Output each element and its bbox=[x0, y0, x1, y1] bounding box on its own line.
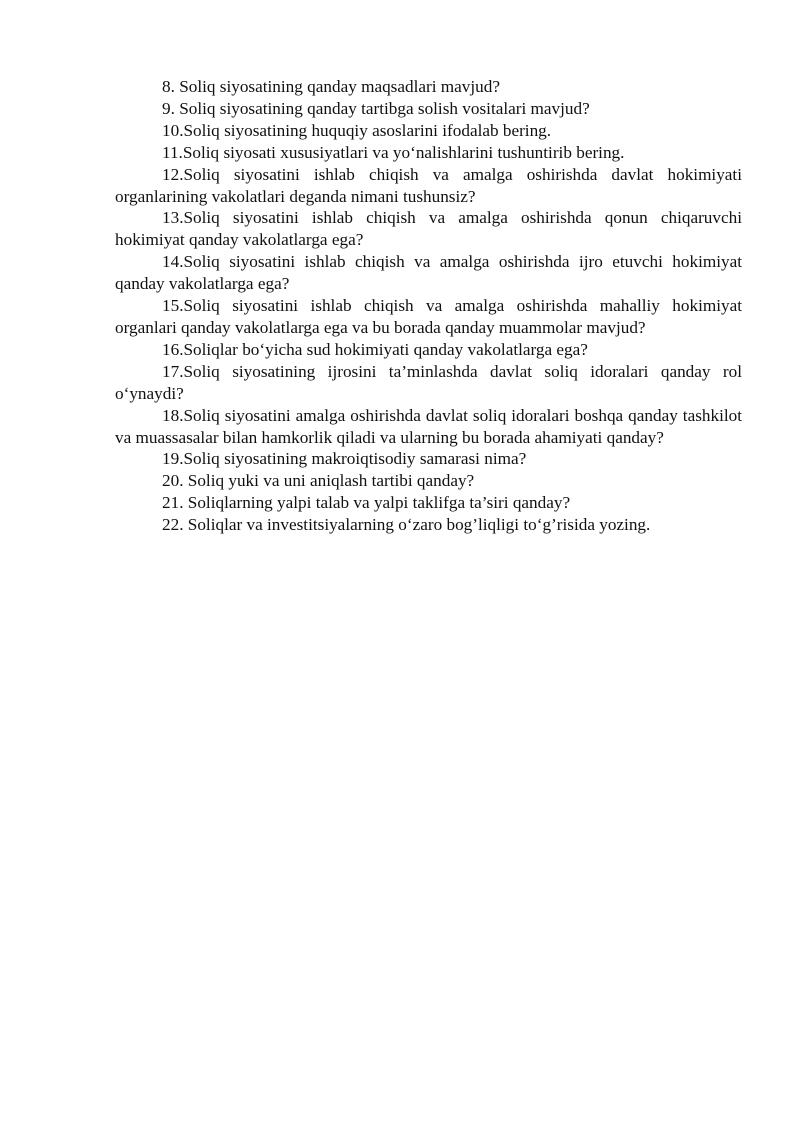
question-item: 16.Soliqlar bo‘yicha sud hokimiyati qanday vakolatlarga ega? bbox=[162, 339, 588, 359]
question-item: 8. Soliq siyosatining qanday maqsadlari mavjud? bbox=[162, 77, 500, 96]
question-item: 22. Soliqlar va investitsiyalarning o‘zaro bog’liqligi to‘g’risida yozing. bbox=[162, 515, 651, 535]
question-item: 11.Soliq siyosati xususiyatlari va yo‘nalishlarini tushuntirib bering. bbox=[162, 142, 625, 162]
question-item: 19.Soliq siyosatining makroiqtisodiy samarasi nima? bbox=[162, 449, 527, 469]
question-item: 10.Soliq siyosatining huquqiy asoslarini ifodalab bering. bbox=[162, 120, 552, 140]
question-item: 13.Soliq siyosatini ishlab chiqish va amalga oshirishda qonun chiqaruvchi hokimiyat qanday vakolatlarga ega? bbox=[115, 208, 742, 250]
question-item: 17.Soliq siyosatining ijrosini ta’minlashda davlat soliq idoralari qanday rol o‘ynaydi? bbox=[115, 361, 742, 403]
question-item: 14.Soliq siyosatini ishlab chiqish va amalga oshirishda ijro etuvchi hokimiyat qanday vakolatlarga ega? bbox=[115, 252, 742, 294]
question-item: 21. Soliqlarning yalpi talab va yalpi taklifga ta’siri qanday? bbox=[162, 493, 571, 513]
question-item: 15.Soliq siyosatini ishlab chiqish va amalga oshirishda mahalliy hokimiyat organlari qanday vakolatlarga ega va bu borada qanday muammolar mavjud? bbox=[115, 296, 742, 337]
question-item: 18.Soliq siyosatini amalga oshirishda davlat soliq idoralari boshqa qanday tashkilot va muassasalar bilan hamkorlik qiladi va ularning bu borada ahamiyati qanday? bbox=[115, 405, 742, 447]
question-list bbox=[115, 76, 742, 536]
question-item: 9. Soliq siyosatining qanday tartibga solish vositalari mavjud? bbox=[162, 98, 590, 118]
question-item: 20. Soliq yuki va uni aniqlash tartibi qanday? bbox=[162, 471, 475, 491]
question-item: 12.Soliq siyosatini ishlab chiqish va amalga oshirishda davlat hokimiyati organlarining vakolatlari deganda nimani tushunsiz? bbox=[115, 164, 742, 206]
